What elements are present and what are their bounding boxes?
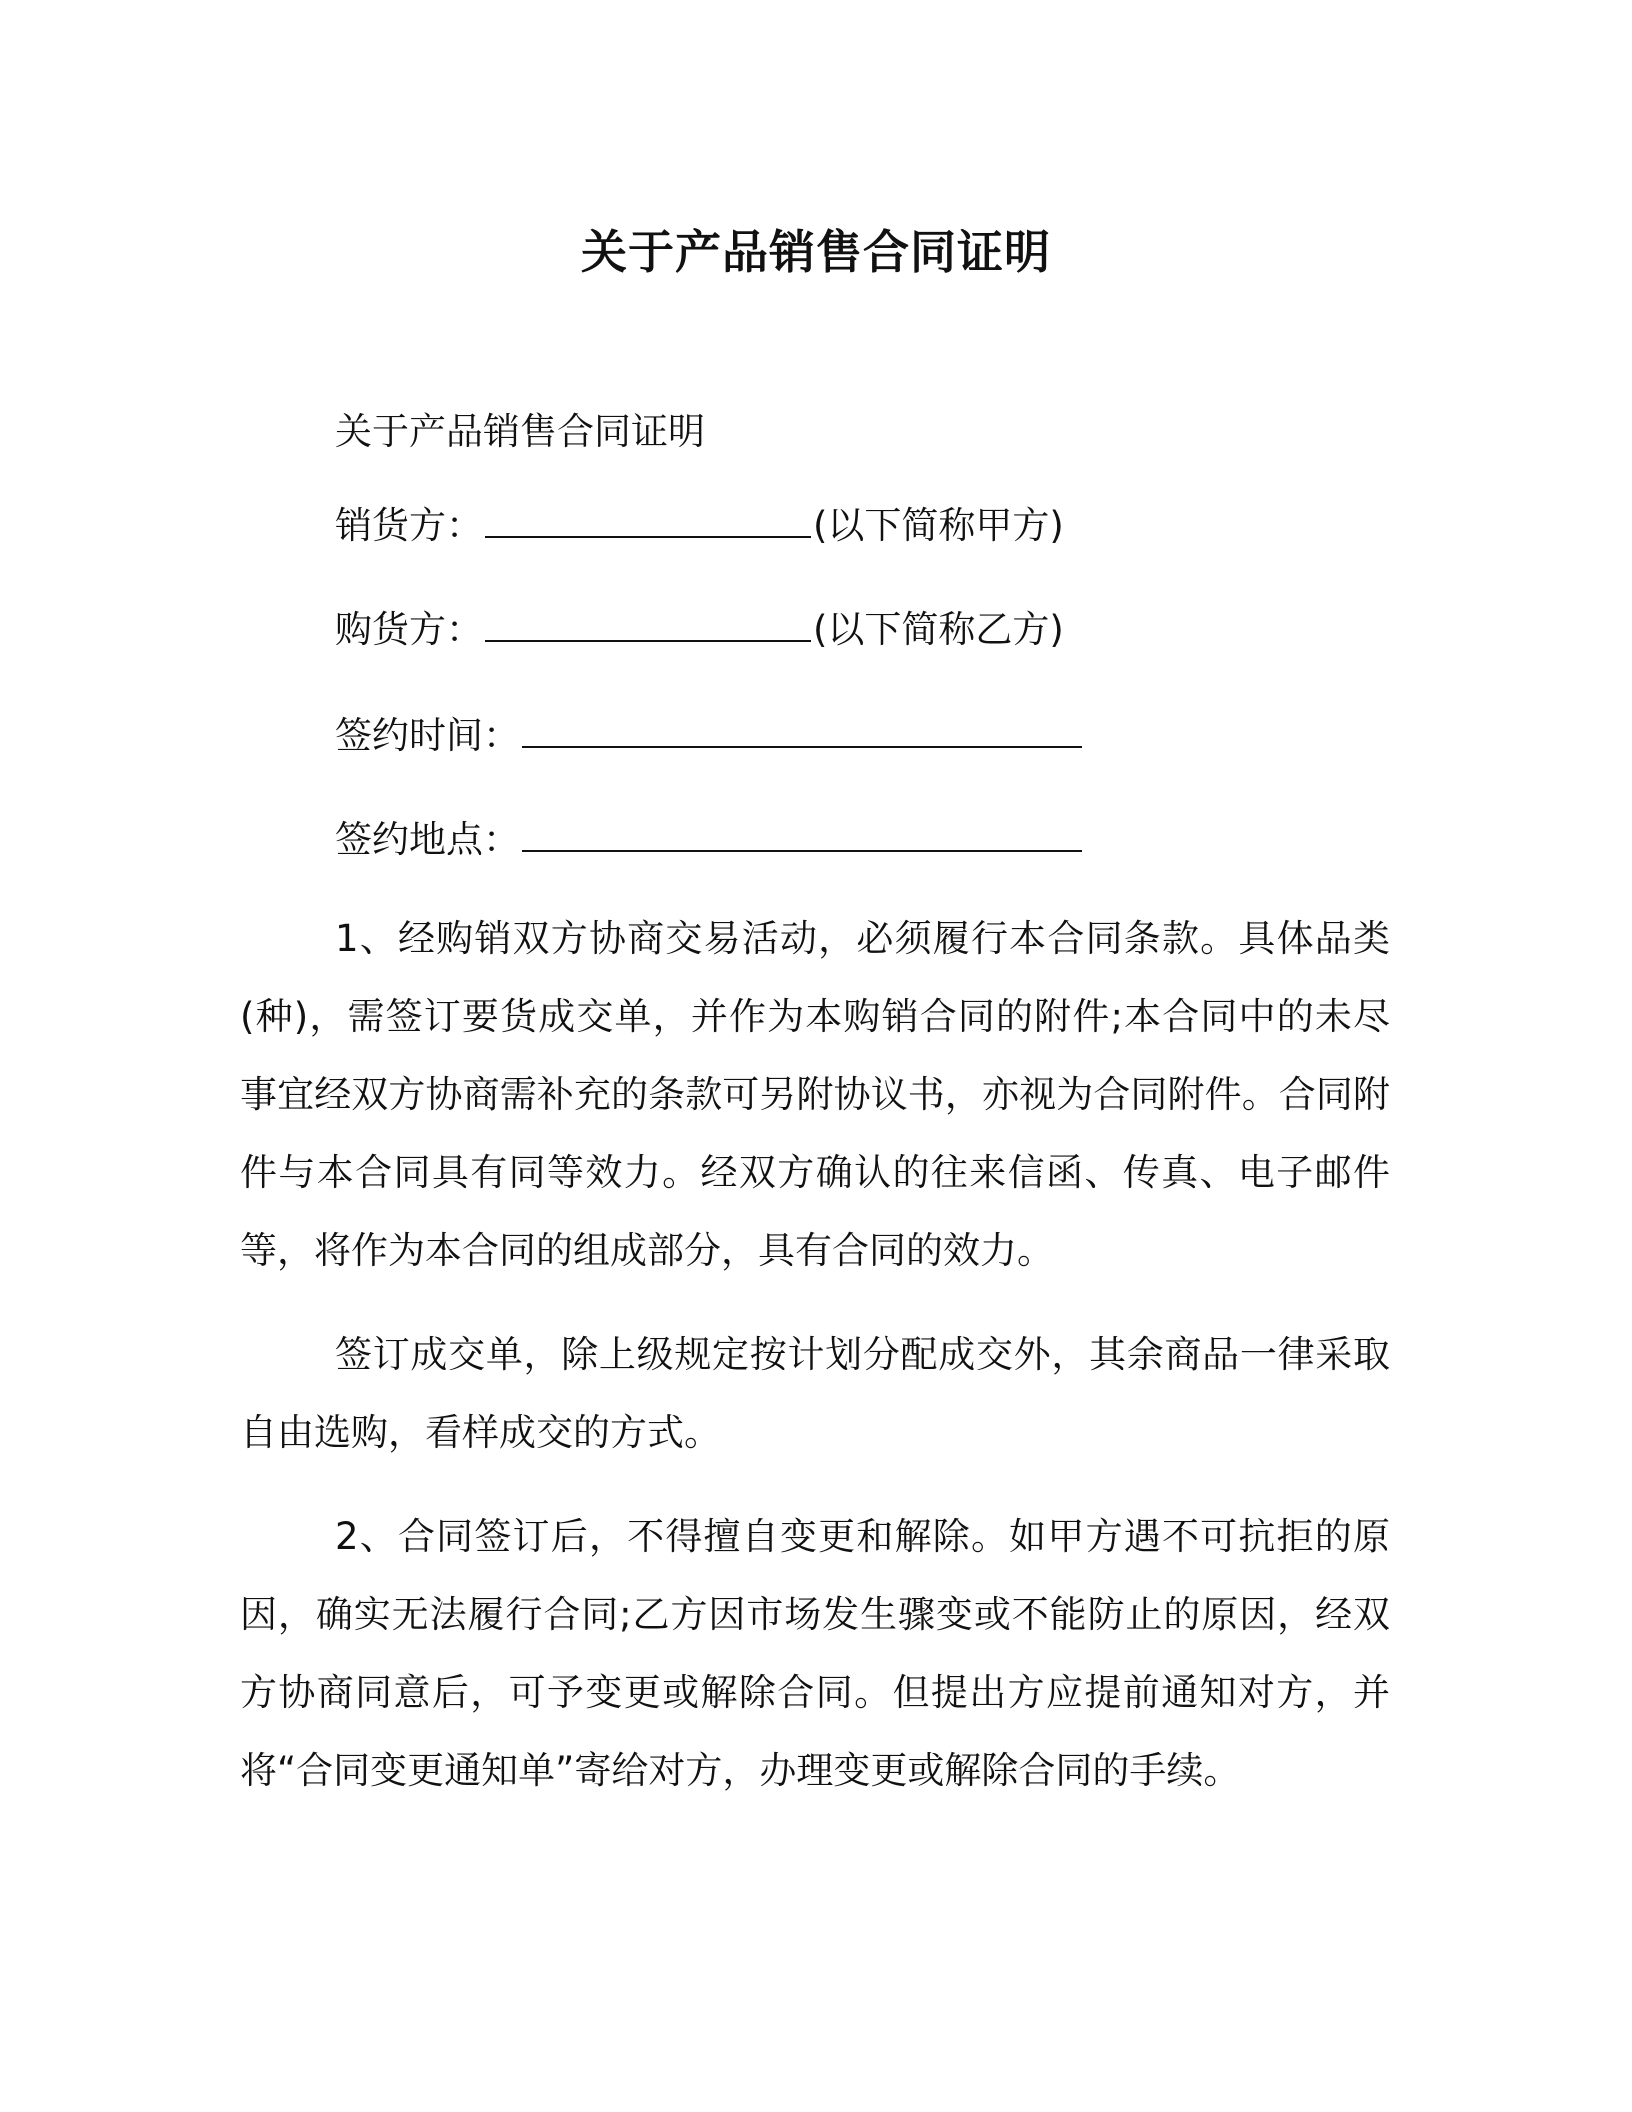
- seller-blank-line: [485, 506, 811, 538]
- seller-field: [335, 502, 1064, 550]
- buyer-field: [335, 606, 1064, 654]
- sign-place-label: 签约地点：: [335, 818, 520, 861]
- sign-place-field: [335, 816, 1084, 864]
- subtitle: 关于产品销售合同证明: [335, 410, 705, 453]
- clause-paragraph: 2、合同签订后，不得擅自变更和解除。如甲方遇不可抗拒的原因，确实无法履行合同;乙方因市场发生骤变或不能防止的原因，经双方协商同意后，可予变更或解除合同。但提出方应提前通知对方，并将“合同变更通知单”寄给对方，办理变更或解除合同的手续。: [240, 1515, 1390, 1792]
- sign-time-field: [335, 712, 1084, 760]
- sign-time-label: 签约时间：: [335, 714, 520, 757]
- sign-time-blank-line: [522, 716, 1082, 748]
- seller-suffix: (以下简称甲方): [813, 504, 1064, 547]
- sign-place-blank-line: [522, 820, 1082, 852]
- clause-paragraph: 1、经购销双方协商交易活动，必须履行本合同条款。具体品类(种)，需签订要货成交单，并作为本购销合同的附件;本合同中的未尽事宜经双方协商需补充的条款可另附协议书，亦视为合同附件。合同附件与本合同具有同等效力。经双方确认的往来信函、传真、电子邮件等，将作为本合同的组成部分，具有合同的效力。: [240, 917, 1390, 1272]
- buyer-suffix: (以下简称乙方): [813, 608, 1064, 651]
- document-title: 关于产品销售合同证明: [581, 225, 1051, 279]
- seller-label: 销货方：: [335, 504, 483, 547]
- buyer-blank-line: [485, 610, 811, 642]
- buyer-label: 购货方：: [335, 608, 483, 651]
- clause-paragraph: 签订成交单，除上级规定按计划分配成交外，其余商品一律采取自由选购，看样成交的方式。: [240, 1333, 1390, 1454]
